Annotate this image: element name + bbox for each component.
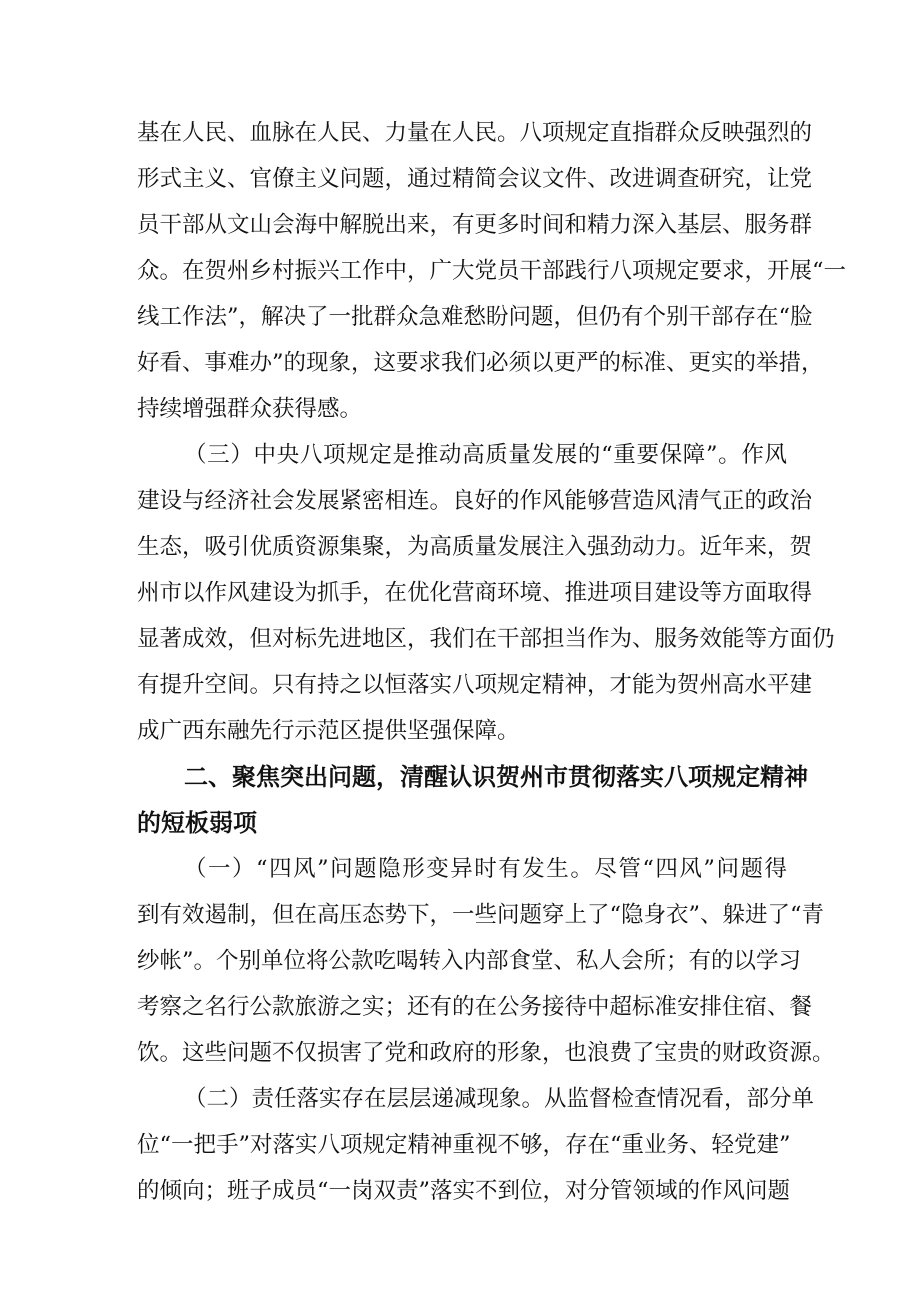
paragraph-2-line: 州市以作风建设为抓手，在优化营商环境、推进项目建设等方面取得 — [137, 580, 813, 606]
paragraph-3-line: 纱帐”。个别单位将公款吃喝转入内部食堂、私人会所；有的以学习 — [137, 948, 802, 974]
paragraph-1-line: 员干部从文山会海中解脱出来，有更多时间和精力深入基层、服务群 — [137, 212, 813, 238]
paragraph-2-line: 生态，吸引优质资源集聚，为高质量发展注入强劲动力。近年来，贺 — [137, 534, 813, 560]
section-heading-line: 的短板弱项 — [137, 809, 257, 837]
paragraph-3-line: 考察之名行公款旅游之实；还有的在公务接待中超标准安排住宿、餐 — [137, 994, 813, 1020]
paragraph-1-line: 好看、事难办”的现象，这要求我们必须以更严的标准、更实的举措， — [137, 350, 824, 376]
paragraph-3-line: 饮。这些问题不仅损害了党和政府的形象，也浪费了宝贵的财政资源。 — [137, 1040, 835, 1066]
paragraph-3-line: （一）“四风”问题隐形变异时有发生。尽管“四风”问题得 — [184, 856, 787, 882]
paragraph-4-line: （二）责任落实存在层层递减现象。从监督检查情况看，部分单 — [184, 1086, 815, 1112]
paragraph-2-line: 显著成效，但对标先进地区，我们在干部担当作为、服务效能等方面仍 — [137, 626, 835, 652]
paragraph-4-line: 位“一把手”对落实八项规定精神重视不够，存在“重业务、轻党建” — [137, 1132, 791, 1158]
paragraph-1-line: 基在人民、血脉在人民、力量在人民。八项规定直指群众反映强烈的 — [137, 120, 813, 146]
paragraph-2-line: 成广西东融先行示范区提供坚强保障。 — [137, 718, 520, 744]
paragraph-2-line: 建设与经济社会发展紧密相连。良好的作风能够营造风清气正的政治 — [137, 488, 813, 514]
paragraph-1-line: 持续增强群众获得感。 — [137, 396, 363, 422]
paragraph-1-line: 形式主义、官僚主义问题，通过精简会议文件、改进调查研究，让党 — [137, 166, 813, 192]
paragraph-2-line: 有提升空间。只有持之以恒落实八项规定精神，才能为贺州高水平建 — [137, 672, 813, 698]
paragraph-1-line: 众。在贺州乡村振兴工作中，广大党员干部践行八项规定要求，开展“一 — [137, 258, 847, 284]
paragraph-4-line: 的倾向；班子成员“一岗双责”落实不到位，对分管领域的作风问题 — [137, 1178, 791, 1204]
section-heading-line: 二、聚焦突出问题，清醒认识贺州市贯彻落实八项规定精神 — [184, 763, 808, 791]
paragraph-3-line: 到有效遏制，但在高压态势下，一些问题穿上了“隐身衣”、躲进了“青 — [137, 902, 825, 928]
paragraph-2-line: （三）中央八项规定是推动高质量发展的“重要保障”。作风 — [184, 442, 787, 468]
paragraph-1-line: 线工作法”，解决了一批群众急难愁盼问题，但仍有个别干部存在“脸 — [137, 304, 813, 330]
